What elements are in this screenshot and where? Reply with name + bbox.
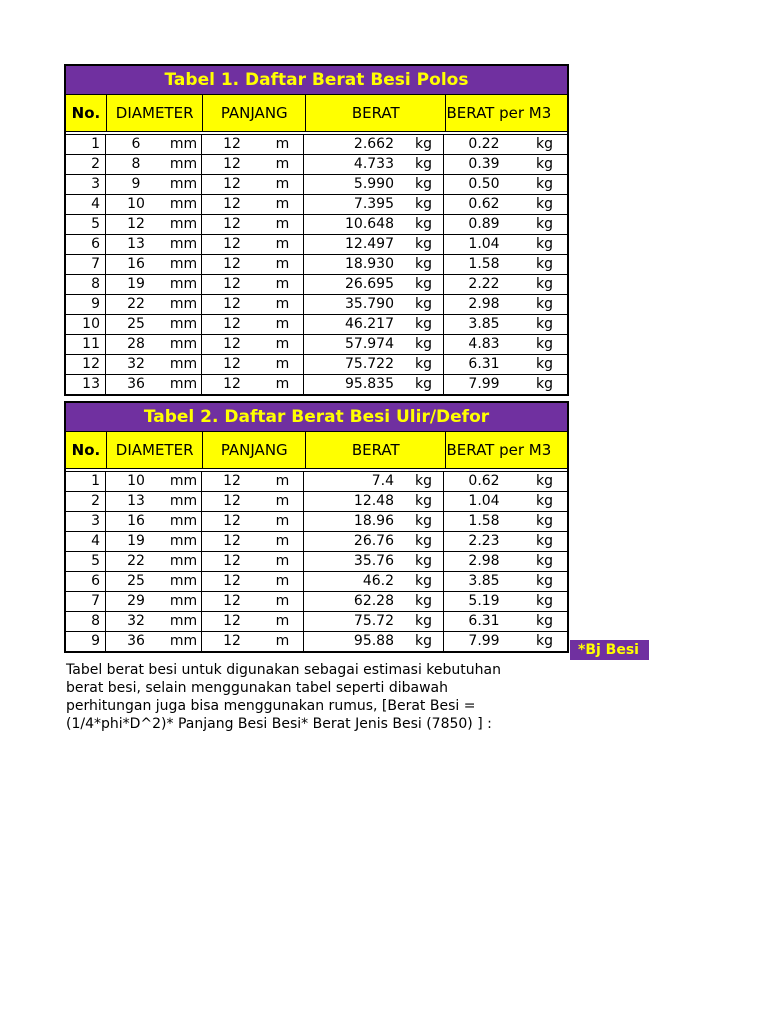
- table-row: [66, 135, 567, 155]
- cell-berat-m3-unit: kg: [536, 593, 553, 609]
- cell-berat-unit: kg: [404, 512, 444, 531]
- cell-berat-m3: 5.19: [468, 593, 500, 609]
- cell-no: 5: [66, 552, 106, 571]
- cell-diameter: 10: [127, 473, 145, 489]
- cell-panjang: 12: [223, 573, 241, 589]
- cell-berat: 18.96: [353, 513, 394, 529]
- cell-berat-unit: kg: [404, 375, 444, 394]
- cell-berat-m3: 2.22: [468, 276, 500, 292]
- cell-diameter-unit: mm: [166, 255, 202, 274]
- cell-berat-unit: kg: [404, 315, 444, 334]
- cell-diameter: 25: [127, 573, 145, 589]
- cell-berat: 2.662: [353, 136, 394, 152]
- header-berat-per-m3: BERAT per M3: [446, 441, 552, 459]
- cell-no: 7: [66, 255, 106, 274]
- cell-no: 5: [66, 215, 106, 234]
- cell-berat: 46.217: [345, 316, 394, 332]
- description-line: (1/4*phi*D^2)* Panjang Besi Besi* Berat Jenis Besi (7850) ] :: [66, 716, 492, 732]
- cell-no: 4: [66, 532, 106, 551]
- cell-berat-m3: 3.85: [468, 316, 500, 332]
- header-berat-per-m3: BERAT per M3: [446, 104, 552, 122]
- cell-berat-unit: kg: [404, 592, 444, 611]
- cell-diameter: 13: [127, 236, 145, 252]
- cell-diameter-unit: mm: [166, 472, 202, 491]
- cell-panjang-unit: m: [262, 532, 304, 551]
- cell-panjang: 12: [223, 256, 241, 272]
- cell-panjang-unit: m: [262, 235, 304, 254]
- table-row: [66, 572, 567, 592]
- cell-panjang-unit: m: [262, 295, 304, 314]
- cell-berat-unit: kg: [404, 135, 444, 154]
- cell-berat-m3-unit: kg: [536, 176, 553, 192]
- cell-diameter-unit: mm: [166, 295, 202, 314]
- cell-berat-m3-unit: kg: [536, 296, 553, 312]
- cell-no: 13: [66, 375, 106, 394]
- header-no: No.: [66, 432, 107, 468]
- cell-diameter-unit: mm: [166, 572, 202, 591]
- cell-panjang-unit: m: [262, 472, 304, 491]
- cell-berat-unit: kg: [404, 255, 444, 274]
- header-diameter: DIAMETER: [107, 95, 204, 131]
- cell-diameter: 13: [127, 493, 145, 509]
- cell-berat-m3-unit: kg: [536, 513, 553, 529]
- cell-panjang-unit: m: [262, 175, 304, 194]
- cell-berat: 5.990: [353, 176, 394, 192]
- cell-panjang: 12: [223, 356, 241, 372]
- table-row: [66, 472, 567, 492]
- cell-berat-m3-unit: kg: [536, 236, 553, 252]
- cell-diameter: 32: [127, 356, 145, 372]
- cell-diameter-unit: mm: [166, 592, 202, 611]
- cell-berat-m3-unit: kg: [536, 136, 553, 152]
- table-row: [66, 215, 567, 235]
- table-header: [66, 432, 567, 469]
- cell-berat: 75.72: [353, 613, 394, 629]
- table-berat-besi-polos: [64, 64, 569, 396]
- cell-berat-m3: 3.85: [468, 573, 500, 589]
- description-line: perhitungan juga bisa menggunakan rumus, [Berat Besi =: [66, 698, 476, 714]
- cell-diameter-unit: mm: [166, 492, 202, 511]
- cell-berat-m3: 1.04: [468, 493, 500, 509]
- cell-berat-m3: 0.62: [468, 196, 500, 212]
- cell-no: 1: [66, 135, 106, 154]
- cell-no: 12: [66, 355, 106, 374]
- cell-berat-unit: kg: [404, 275, 444, 294]
- cell-panjang-unit: m: [262, 512, 304, 531]
- table-row: [66, 175, 567, 195]
- cell-panjang-unit: m: [262, 492, 304, 511]
- cell-berat-unit: kg: [404, 295, 444, 314]
- bj-besi-note: *Bj Besi: [570, 640, 649, 660]
- cell-diameter-unit: mm: [166, 632, 202, 651]
- cell-berat: 12.497: [345, 236, 394, 252]
- cell-panjang: 12: [223, 176, 241, 192]
- cell-diameter-unit: mm: [166, 135, 202, 154]
- header-diameter: DIAMETER: [107, 432, 204, 468]
- table-row: [66, 315, 567, 335]
- cell-berat-m3: 2.98: [468, 296, 500, 312]
- cell-no: 9: [66, 295, 106, 314]
- cell-no: 6: [66, 235, 106, 254]
- table-berat-besi-ulir: [64, 401, 569, 653]
- cell-diameter-unit: mm: [166, 375, 202, 394]
- cell-panjang-unit: m: [262, 375, 304, 394]
- table-row: [66, 155, 567, 175]
- cell-berat: 10.648: [345, 216, 394, 232]
- cell-berat: 95.88: [353, 633, 394, 649]
- cell-diameter-unit: mm: [166, 355, 202, 374]
- cell-diameter-unit: mm: [166, 235, 202, 254]
- cell-diameter: 6: [131, 136, 141, 152]
- cell-berat-unit: kg: [404, 472, 444, 491]
- cell-berat-m3: 6.31: [468, 356, 500, 372]
- table-row: [66, 255, 567, 275]
- cell-diameter: 9: [131, 176, 141, 192]
- cell-berat: 4.733: [353, 156, 394, 172]
- cell-panjang-unit: m: [262, 255, 304, 274]
- cell-berat-m3: 2.23: [468, 533, 500, 549]
- cell-berat-unit: kg: [404, 195, 444, 214]
- cell-no: 2: [66, 155, 106, 174]
- header-no: No.: [66, 95, 107, 131]
- cell-berat-m3-unit: kg: [536, 533, 553, 549]
- cell-panjang-unit: m: [262, 592, 304, 611]
- cell-panjang: 12: [223, 136, 241, 152]
- cell-diameter: 22: [127, 296, 145, 312]
- cell-panjang-unit: m: [262, 612, 304, 631]
- cell-berat-m3: 0.22: [468, 136, 500, 152]
- cell-no: 11: [66, 335, 106, 354]
- cell-berat-m3-unit: kg: [536, 156, 553, 172]
- table-title: Tabel 1. Daftar Berat Besi Polos: [66, 66, 567, 95]
- description-line: berat besi, selain menggunakan tabel seperti dibawah: [66, 680, 448, 696]
- cell-berat-unit: kg: [404, 532, 444, 551]
- table-row: [66, 235, 567, 255]
- cell-no: 9: [66, 632, 106, 651]
- cell-panjang-unit: m: [262, 155, 304, 174]
- cell-diameter-unit: mm: [166, 155, 202, 174]
- cell-berat: 46.2: [362, 573, 394, 589]
- cell-berat-unit: kg: [404, 335, 444, 354]
- cell-no: 3: [66, 175, 106, 194]
- table-row: [66, 552, 567, 572]
- cell-diameter-unit: mm: [166, 175, 202, 194]
- table-row: [66, 592, 567, 612]
- cell-diameter: 8: [131, 156, 141, 172]
- cell-berat: 12.48: [353, 493, 394, 509]
- cell-berat-unit: kg: [404, 572, 444, 591]
- cell-diameter: 22: [127, 553, 145, 569]
- cell-diameter: 10: [127, 196, 145, 212]
- cell-berat-m3: 7.99: [468, 376, 500, 392]
- cell-panjang: 12: [223, 276, 241, 292]
- cell-panjang: 12: [223, 513, 241, 529]
- cell-berat: 7.395: [353, 196, 394, 212]
- cell-panjang-unit: m: [262, 355, 304, 374]
- cell-panjang: 12: [223, 316, 241, 332]
- table-row: [66, 195, 567, 215]
- cell-panjang-unit: m: [262, 195, 304, 214]
- cell-berat-m3: 0.50: [468, 176, 500, 192]
- cell-no: 3: [66, 512, 106, 531]
- cell-berat: 26.76: [353, 533, 394, 549]
- cell-berat-m3-unit: kg: [536, 256, 553, 272]
- cell-panjang: 12: [223, 236, 241, 252]
- cell-berat-unit: kg: [404, 492, 444, 511]
- cell-diameter-unit: mm: [166, 552, 202, 571]
- cell-diameter-unit: mm: [166, 532, 202, 551]
- cell-berat-m3: 2.98: [468, 553, 500, 569]
- cell-berat-unit: kg: [404, 235, 444, 254]
- cell-panjang: 12: [223, 593, 241, 609]
- cell-berat-m3-unit: kg: [536, 613, 553, 629]
- cell-berat: 35.790: [345, 296, 394, 312]
- cell-panjang: 12: [223, 196, 241, 212]
- cell-panjang: 12: [223, 216, 241, 232]
- cell-berat-m3-unit: kg: [536, 553, 553, 569]
- header-berat: BERAT: [306, 95, 446, 131]
- cell-panjang: 12: [223, 376, 241, 392]
- cell-panjang-unit: m: [262, 552, 304, 571]
- cell-panjang: 12: [223, 633, 241, 649]
- cell-panjang-unit: m: [262, 215, 304, 234]
- cell-panjang-unit: m: [262, 572, 304, 591]
- cell-berat-m3: 0.39: [468, 156, 500, 172]
- cell-berat-m3: 1.04: [468, 236, 500, 252]
- cell-berat-m3-unit: kg: [536, 573, 553, 589]
- table-row: [66, 512, 567, 532]
- cell-panjang: 12: [223, 156, 241, 172]
- cell-diameter-unit: mm: [166, 512, 202, 531]
- cell-no: 8: [66, 612, 106, 631]
- header-panjang: PANJANG: [203, 95, 306, 131]
- cell-panjang: 12: [223, 613, 241, 629]
- cell-berat-m3: 1.58: [468, 256, 500, 272]
- cell-berat: 7.4: [371, 473, 394, 489]
- cell-berat-unit: kg: [404, 355, 444, 374]
- cell-panjang-unit: m: [262, 275, 304, 294]
- cell-panjang-unit: m: [262, 335, 304, 354]
- cell-panjang: 12: [223, 296, 241, 312]
- cell-panjang-unit: m: [262, 315, 304, 334]
- table-row: [66, 612, 567, 632]
- cell-berat: 75.722: [345, 356, 394, 372]
- cell-berat-m3-unit: kg: [536, 336, 553, 352]
- table-header: [66, 95, 567, 132]
- table-row: [66, 375, 567, 394]
- cell-no: 6: [66, 572, 106, 591]
- cell-berat: 18.930: [345, 256, 394, 272]
- cell-berat-unit: kg: [404, 155, 444, 174]
- cell-berat-m3: 7.99: [468, 633, 500, 649]
- cell-berat-m3-unit: kg: [536, 376, 553, 392]
- cell-diameter: 19: [127, 276, 145, 292]
- table-row: [66, 335, 567, 355]
- cell-berat-m3-unit: kg: [536, 276, 553, 292]
- cell-no: 10: [66, 315, 106, 334]
- cell-diameter-unit: mm: [166, 275, 202, 294]
- header-berat: BERAT: [306, 432, 446, 468]
- cell-panjang: 12: [223, 336, 241, 352]
- cell-berat: 62.28: [353, 593, 394, 609]
- cell-diameter: 29: [127, 593, 145, 609]
- table-title: Tabel 2. Daftar Berat Besi Ulir/Defor: [66, 403, 567, 432]
- cell-diameter-unit: mm: [166, 335, 202, 354]
- cell-panjang: 12: [223, 553, 241, 569]
- description-line: Tabel berat besi untuk digunakan sebagai estimasi kebutuhan: [66, 662, 501, 678]
- cell-diameter-unit: mm: [166, 315, 202, 334]
- cell-diameter-unit: mm: [166, 195, 202, 214]
- cell-berat-unit: kg: [404, 612, 444, 631]
- table-row: [66, 632, 567, 651]
- table-body: [66, 135, 567, 394]
- cell-berat-m3-unit: kg: [536, 493, 553, 509]
- cell-no: 4: [66, 195, 106, 214]
- cell-berat-m3-unit: kg: [536, 633, 553, 649]
- cell-diameter-unit: mm: [166, 215, 202, 234]
- cell-berat-m3: 4.83: [468, 336, 500, 352]
- cell-no: 2: [66, 492, 106, 511]
- cell-diameter: 32: [127, 613, 145, 629]
- cell-berat-unit: kg: [404, 175, 444, 194]
- cell-berat-m3: 0.89: [468, 216, 500, 232]
- description-text: [66, 661, 566, 733]
- cell-diameter: 12: [127, 216, 145, 232]
- cell-berat-unit: kg: [404, 632, 444, 651]
- cell-berat-m3: 1.58: [468, 513, 500, 529]
- table-body: [66, 472, 567, 651]
- cell-berat-m3-unit: kg: [536, 356, 553, 372]
- cell-berat-m3: 0.62: [468, 473, 500, 489]
- cell-diameter: 19: [127, 533, 145, 549]
- cell-diameter: 16: [127, 513, 145, 529]
- cell-diameter: 36: [127, 633, 145, 649]
- cell-no: 1: [66, 472, 106, 491]
- cell-berat-unit: kg: [404, 552, 444, 571]
- table-row: [66, 355, 567, 375]
- cell-panjang: 12: [223, 473, 241, 489]
- table-row: [66, 492, 567, 512]
- header-panjang: PANJANG: [203, 432, 306, 468]
- table-row: [66, 532, 567, 552]
- cell-berat-m3-unit: kg: [536, 473, 553, 489]
- cell-diameter: 28: [127, 336, 145, 352]
- cell-berat-m3-unit: kg: [536, 316, 553, 332]
- cell-panjang: 12: [223, 533, 241, 549]
- cell-panjang: 12: [223, 493, 241, 509]
- cell-diameter: 36: [127, 376, 145, 392]
- table-row: [66, 275, 567, 295]
- table-row: [66, 295, 567, 315]
- cell-berat: 35.76: [353, 553, 394, 569]
- cell-diameter: 16: [127, 256, 145, 272]
- cell-no: 7: [66, 592, 106, 611]
- cell-berat: 26.695: [345, 276, 394, 292]
- cell-diameter-unit: mm: [166, 612, 202, 631]
- cell-berat: 57.974: [345, 336, 394, 352]
- cell-berat-m3-unit: kg: [536, 196, 553, 212]
- cell-no: 8: [66, 275, 106, 294]
- cell-berat: 95.835: [345, 376, 394, 392]
- cell-berat-m3-unit: kg: [536, 216, 553, 232]
- cell-panjang-unit: m: [262, 135, 304, 154]
- cell-diameter: 25: [127, 316, 145, 332]
- cell-berat-m3: 6.31: [468, 613, 500, 629]
- cell-panjang-unit: m: [262, 632, 304, 651]
- cell-berat-unit: kg: [404, 215, 444, 234]
